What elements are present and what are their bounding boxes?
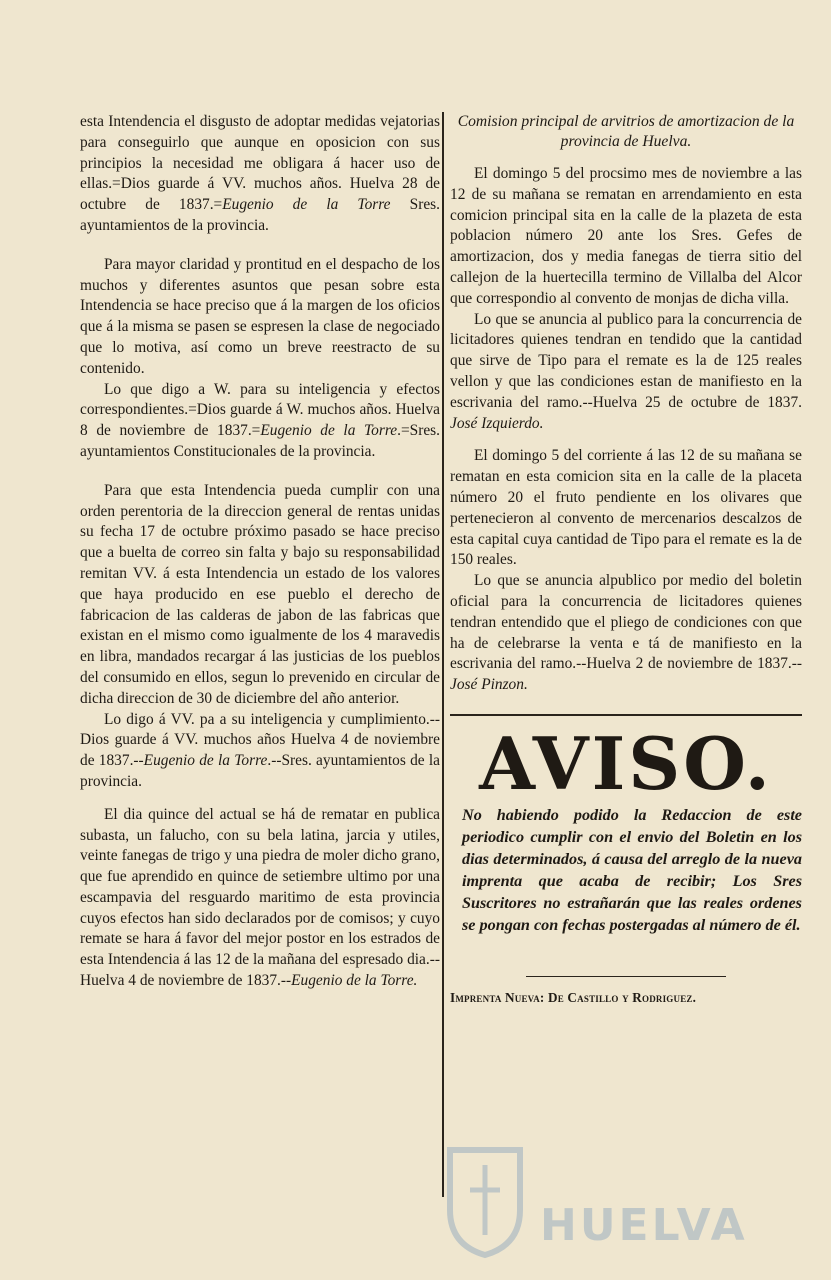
watermark-text: HUELVA <box>540 1200 748 1251</box>
column-divider <box>442 112 444 1197</box>
paragraph-intendencia-1: esta Intendencia el disgusto de adoptar medidas vejatorias para conseguirlo que aunque en oposicion con sus principios la necesidad me obligara á hacer uso de ellas.=Dios guarde á VV. muchos años. Huelva 28 de octubre de 1837.=Eugenio de la Torre Sres. ayuntamientos de la provincia. <box>80 113 440 234</box>
paragraph-anuncio-1: Lo que se anuncia al publico para la concurrencia de licitadores quienes tendran en tendido que la cantidad que sirve de Tipo para el remate es la de 125 reales vellon y que las condiciones estan de manifiesto en la escrivania del ramo.--Huelva 25 de octubre de 1837. José Izquierdo. <box>450 310 802 432</box>
section-heading: Comision principal de arvitrios de amortizacion de la provincia de Huelva. <box>457 113 795 150</box>
signature: Eugenio de la Torre. <box>291 972 418 990</box>
signature: Eugenio de la Torre <box>143 752 268 770</box>
aviso-text: No habiendo podido la Redaccion de este periodico cumplir con el envio del Boletin en los dias determinados, á causa del arreglo de la nueva imprenta que acaba de recibir; Los Sres Suscritores no estrañarán que las reales ordenes se pongan con fechas postergadas al número de él. <box>462 805 802 934</box>
paragraph-lo-que-digo: Lo que digo a W. para su inteligencia y efectos correspondientes.=Dios guarde á W. muchos años. Huelva 8 de noviembre de 1837.=Eugenio de la Torre.=Sres. ayuntamientos Constitucionales de la provincia. <box>80 380 440 460</box>
signature: Eugenio de la Torre <box>260 422 398 440</box>
paragraph-claridad: Para mayor claridad y prontitud en el despacho de los muchos y diferentes asuntos que pesan sobre esta Intendencia se hace preciso que á la margen de los oficios que á la misma se pasen se espresen la clase de negociado que lo motiva, así como un breve reestracto de su contenido. <box>80 255 440 377</box>
crest-icon <box>440 1140 530 1260</box>
paragraph-anuncio-2: Lo que se anuncia alpublico por medio del boletin oficial para la concurrencia de licitadores quienes tendran entendido que el pliego de condiciones con que ha de celebrarse la venta e tá de manifiesto en la escrivania del ramo.--Huelva 2 de noviembre de 1837.--José Pinzon. <box>450 572 802 694</box>
right-column <box>450 112 802 1007</box>
aviso-title: AVISO. <box>479 720 773 806</box>
short-rule <box>526 976 726 978</box>
paragraph-remate-olivares: El domingo 5 del corriente á las 12 de su mañana se rematan en esta comicion sita en la calle de la placeta número 20 el fruto pendiente en los olivares que pertenecieron al convento de mercenarios descalzos de esta capital cuya cantidad de Tipo para el remate es la de 150 reales. <box>450 447 802 569</box>
paragraph-jabon: Para que esta Intendencia pueda cumplir con una orden perentoria de la direccion general de rentas unidas su fecha 17 de octubre próximo pasado se hace preciso que a buelta de correo sin falta y bajo su responsabilidad remitan VV. á esta Intendencia un estado de los valores que haya producido en ese pueblo el derecho de fabricacion de las calderas de jabon de las fabricas que existan en el mismo como igualmente de los 4 maravedis en libra, mandados recargar á las justicias de los pueblos del consumido en ellos, segun lo prevenido en circular de dicha direccion de 30 de diciembre del año anterior. <box>80 481 440 707</box>
paragraph-remate-tierra: El domingo 5 del procsimo mes de noviembre a las 12 de su mañana se rematan en arrendamiento en esta comicion principal sita en la calle de la plazeta de esta poblacion número 20 ante los Sres. Gefes de amortizacion, dos y media fanegas de tierra sitio del callejon de la huertecilla termino de Villalba del Alcor que correspondio al convento de monjas de dicha villa. <box>450 165 802 307</box>
signature: José Izquierdo. <box>450 414 544 432</box>
paragraph-cumplimiento: Lo digo á VV. pa a su inteligencia y cumplimiento.--Dios guarde á VV. muchos años Huelva 4 de noviembre de 1837.--Eugenio de la Torre.--Sres. ayuntamientos de la provincia. <box>80 710 440 790</box>
left-column <box>80 112 440 992</box>
watermark <box>420 1140 810 1270</box>
horizontal-rule <box>450 714 802 716</box>
signature: Eugenio de la Torre <box>222 196 391 214</box>
paragraph-falucho: El dia quince del actual se há de rematar en publica subasta, un falucho, con su bela latina, jarcia y utiles, veinte fanegas de trigo y una piedra de moler dicho grano, que fue aprendido en quince de setiembre ultimo por una escampavia del resguardo maritimo de esta provincia cuyos efectos han sido declarados por de comisos; y cuyo remate se hara á favor del mejor postor en los estrados de esta Intendencia á las 12 de la mañana del espresado dia.--Huelva 4 de noviembre de 1837.--Eugenio de la Torre. <box>80 805 440 990</box>
signature: José Pinzon. <box>450 676 528 694</box>
imprenta-footer: Imprenta Nueva: De Castillo y Rodriguez. <box>450 990 697 1006</box>
